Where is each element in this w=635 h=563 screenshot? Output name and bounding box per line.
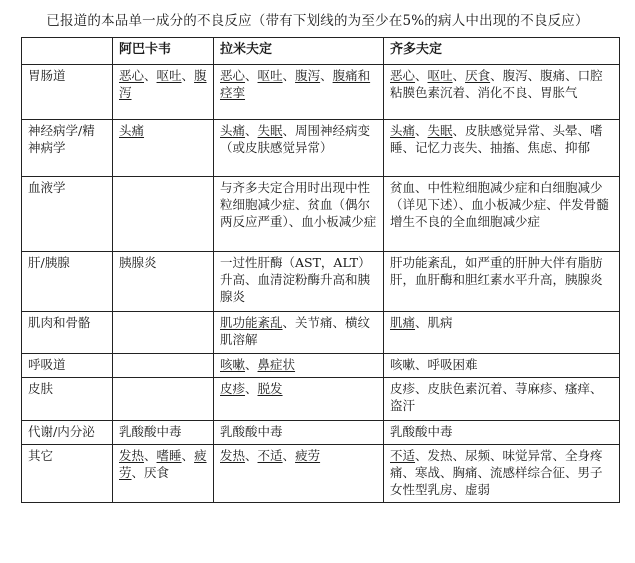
reaction-term: 乳酸酸中毒 [220,424,283,439]
lamivudine-cell [214,65,384,120]
reaction-term: 一过性肝酶（AST，ALT）升高、血清淀粉酶升高和胰腺炎 [220,255,371,304]
abacavir-cell [113,177,214,252]
zidovudine-cell [384,354,620,378]
reaction-term: 、关节痛、横纹肌溶解 [220,315,371,347]
abacavir-cell [113,445,214,503]
reaction-term-underlined: 肌痛 [390,315,416,330]
abacavir-cell [113,378,214,421]
reaction-term-underlined: 恶心 [119,68,145,83]
header-category [22,38,113,65]
zidovudine-cell [384,177,620,252]
category-cell: 其它 [22,445,113,503]
reaction-term-underlined: 鼻症状 [257,357,296,372]
reaction-term: 、 [415,123,428,138]
reaction-term: 胰腺炎 [119,255,157,270]
category-cell: 皮肤 [22,378,113,421]
reaction-term-underlined: 皮疹 [220,381,246,396]
reaction-term: 、 [245,381,258,396]
reaction-term-underlined: 脱发 [257,381,283,396]
header-row [22,38,620,65]
reaction-term: 、腹泻、腹痛、口腔粘膜色素沉着、消化不良、胃胀气 [390,68,603,100]
reaction-term: 、肌病 [415,315,453,330]
reaction-term-underlined: 头痛 [220,123,246,138]
reaction-term-underlined: 嗜睡 [156,448,182,463]
reaction-term: 、 [181,68,195,83]
zidovudine-cell [384,445,620,503]
reaction-term-underlined: 疲劳 [295,448,321,463]
abacavir-cell [113,65,214,120]
abacavir-cell [113,252,214,312]
table-row [22,445,620,503]
reaction-term: 、 [245,357,258,372]
reaction-term: 、 [245,123,258,138]
table-row [22,177,620,252]
zidovudine-cell [384,421,620,445]
reaction-term: 、 [144,68,157,83]
reaction-term-underlined: 咳嗽 [220,357,246,372]
reaction-term: 咳嗽、呼吸困难 [390,357,478,372]
reaction-term: 、 [144,448,157,463]
zidovudine-cell [384,65,620,120]
reaction-term-underlined: 呕吐 [427,68,453,83]
header-lamivudine: 拉米夫定 [214,38,384,65]
table-row [22,65,620,120]
reaction-term: 贫血、中性粒细胞减少症和白细胞减少（详见下述）、血小板减少症、伴发骨髓增生不良的全血细胞减少症 [390,180,609,229]
abacavir-cell [113,421,214,445]
table-row [22,252,620,312]
abacavir-cell [113,312,214,354]
reaction-term: 与齐多夫定合用时出现中性粒细胞减少症、贫血（偶尔两反应严重）、血小板减少症 [220,180,377,229]
reaction-term: 、 [415,68,428,83]
reaction-term-underlined: 腹泻 [295,68,321,83]
category-cell: 肝/胰腺 [22,252,113,312]
reaction-term: 、厌食 [131,465,170,480]
reaction-term-underlined: 发热 [220,448,246,463]
reaction-term: 、发热、尿频、味觉异常、全身疼痛、寒战、胸痛、流感样综合征、男子女性型乳房、虚弱 [390,448,603,497]
header-zidovudine: 齐多夫定 [384,38,620,65]
reaction-term-underlined: 腹痛和痉挛 [220,68,371,100]
reaction-term: 、 [245,68,258,83]
lamivudine-cell [214,312,384,354]
reaction-term-underlined: 肌功能紊乱 [220,315,283,330]
reaction-term: 、皮肤感觉异常、头晕、嗜睡、记忆力丧失、抽搐、焦虑、抑郁 [390,123,603,155]
reaction-term-underlined: 发热 [119,448,145,463]
reaction-term: 、 [282,448,296,463]
reaction-term: 、周围神经病变（或皮肤感觉异常） [220,123,371,155]
reaction-term-underlined: 厌食 [465,68,491,83]
lamivudine-cell [214,354,384,378]
category-cell: 胃肠道 [22,65,113,120]
reaction-term: 、 [282,68,296,83]
reaction-term-underlined: 失眠 [257,123,283,138]
zidovudine-cell [384,312,620,354]
zidovudine-cell [384,120,620,177]
category-cell: 肌肉和骨骼 [22,312,113,354]
header-abacavir: 阿巴卡韦 [113,38,214,65]
table-row [22,312,620,354]
reaction-term-underlined: 头痛 [390,123,416,138]
reaction-term-underlined: 不适 [257,448,283,463]
reaction-term-underlined: 腹泻 [119,68,207,100]
reaction-term: 、 [320,68,333,83]
lamivudine-cell [214,120,384,177]
reaction-term-underlined: 不适 [390,448,416,463]
table-row [22,120,620,177]
category-cell: 神经病学/精神病学 [22,120,113,177]
table-row [22,354,620,378]
abacavir-cell [113,120,214,177]
reaction-term: 乳酸酸中毒 [119,424,182,439]
lamivudine-cell [214,421,384,445]
reaction-term-underlined: 呕吐 [156,68,182,83]
table-caption: 已报道的本品单一成分的不良反应（带有下划线的为至少在5%的病人中出现的不良反应） [46,13,589,29]
zidovudine-cell [384,378,620,421]
table-row [22,378,620,421]
category-cell: 呼吸道 [22,354,113,378]
reaction-term: 乳酸酸中毒 [390,424,453,439]
lamivudine-cell [214,445,384,503]
reaction-term: 、 [452,68,466,83]
reaction-term-underlined: 疲劳 [119,448,207,480]
zidovudine-cell [384,252,620,312]
reaction-term-underlined: 恶心 [390,68,416,83]
reaction-term: 肝功能紊乱，如严重的肝肿大伴有脂肪肝，血肝酶和胆红素水平升高，胰腺炎 [390,255,603,287]
lamivudine-cell [214,252,384,312]
table-row [22,421,620,445]
category-cell: 代谢/内分泌 [22,421,113,445]
reaction-term-underlined: 失眠 [427,123,453,138]
reaction-term: 、 [245,448,258,463]
lamivudine-cell [214,378,384,421]
adverse-reactions-table [21,37,620,503]
lamivudine-cell [214,177,384,252]
abacavir-cell [113,354,214,378]
category-cell: 血液学 [22,177,113,252]
reaction-term-underlined: 头痛 [119,123,145,138]
reaction-term-underlined: 呕吐 [257,68,283,83]
reaction-term-underlined: 恶心 [220,68,246,83]
reaction-term: 皮疹、皮肤色素沉着、荨麻疹、瘙痒、盗汗 [390,381,603,413]
reaction-term: 、 [181,448,195,463]
